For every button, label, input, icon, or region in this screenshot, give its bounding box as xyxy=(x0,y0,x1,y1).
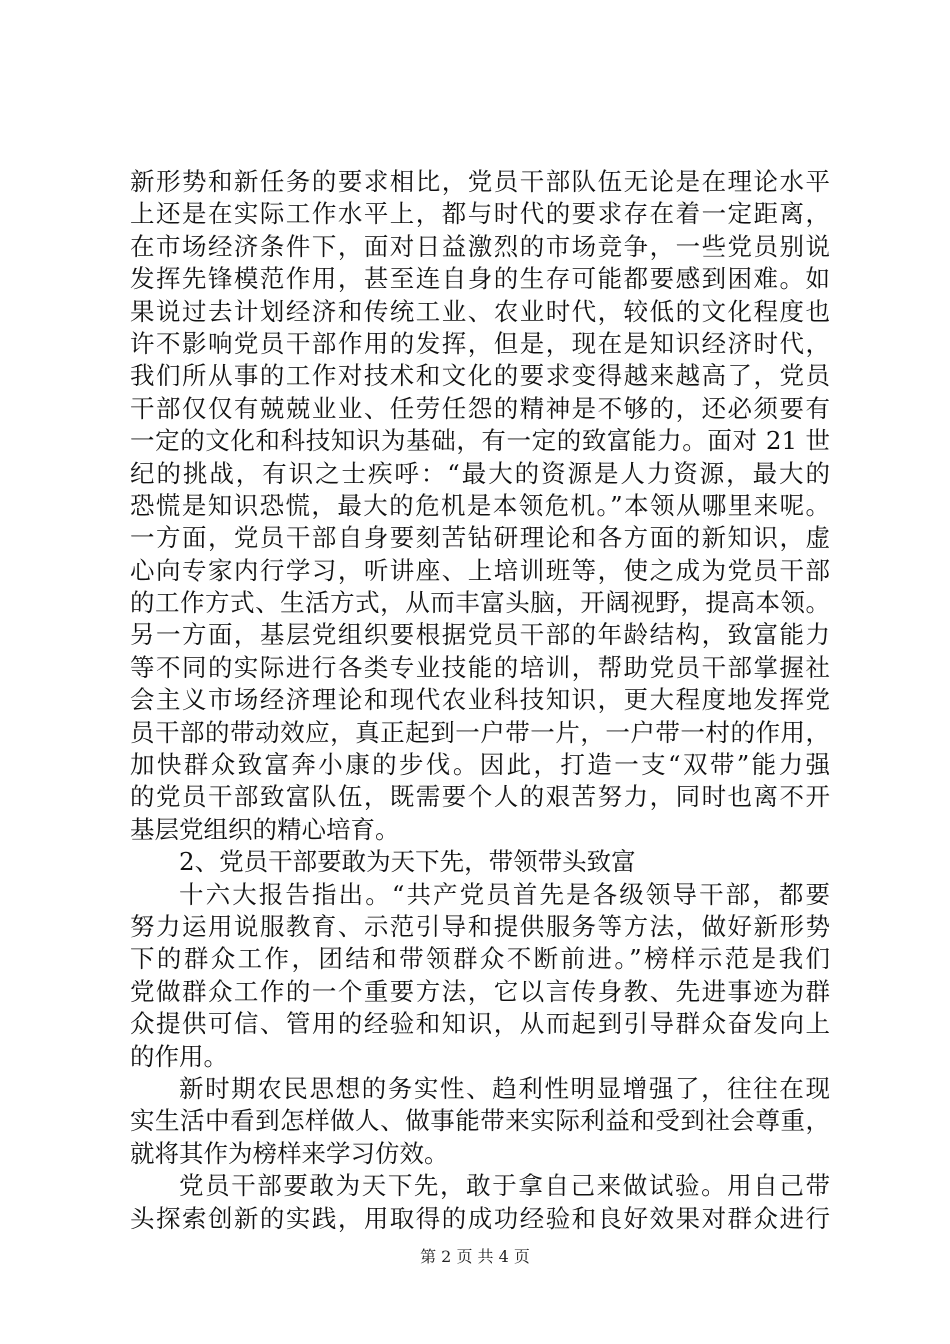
text-line: 十六大报告指出。“共产党员首先是各级领导干部，都要 xyxy=(179,879,830,909)
text-line: 等不同的实际进行各类专业技能的培训，帮助党员干部掌握社 xyxy=(130,652,830,682)
text-line: 的工作方式、生活方式，从而丰富头脑，开阔视野，提高本领。 xyxy=(130,588,830,618)
text-line: 纪的挑战，有识之士疾呼：“最大的资源是人力资源，最大的 xyxy=(130,458,830,488)
text-line: 的党员干部致富队伍，既需要个人的艰苦努力，同时也离不开 xyxy=(130,782,830,812)
text-line: 上还是在实际工作水平上，都与时代的要求存在着一定距离， xyxy=(130,199,830,229)
text-line: 在市场经济条件下，面对日益激烈的市场竞争，一些党员别说 xyxy=(130,231,830,261)
text-line: 的作用。 xyxy=(130,1041,228,1071)
text-line: 许不影响党员干部作用的发挥，但是，现在是知识经济时代， xyxy=(130,328,830,358)
text-line: 实生活中看到怎样做人、做事能带来实际利益和受到社会尊重， xyxy=(130,1106,830,1136)
text-line: 新形势和新任务的要求相比，党员干部队伍无论是在理论水平 xyxy=(130,167,830,196)
text-line: 果说过去计划经济和传统工业、农业时代，较低的文化程度也 xyxy=(130,296,830,326)
text-line: 干部仅仅有兢兢业业、任劳任怨的精神是不够的，还必须要有 xyxy=(130,393,830,423)
text-line: 党员干部要敢为天下先，敢于拿自己来做试验。用自己带 xyxy=(179,1171,830,1201)
text-line: 心向专家内行学习，听讲座、上培训班等，使之成为党员干部 xyxy=(130,555,830,585)
text-line: 努力运用说服教育、示范引导和提供服务等方法，做好新形势 xyxy=(130,911,830,941)
text-line: 发挥先锋模范作用，甚至连自身的生存可能都要感到困难。如 xyxy=(130,264,830,294)
text-line: 新时期农民思想的务实性、趋利性明显增强了，往往在现 xyxy=(179,1073,830,1103)
text-line: 另一方面，基层党组织要根据党员干部的年龄结构，致富能力 xyxy=(130,620,830,650)
page-footer: 第 2 页 共 4 页 xyxy=(420,1247,530,1266)
text-line: 一定的文化和科技知识为基础，有一定的致富能力。面对 21 世 xyxy=(130,426,830,456)
text-line: 员干部的带动效应，真正起到一户带一片，一户带一村的作用， xyxy=(130,717,830,747)
text-line: 加快群众致富奔小康的步伐。因此，打造一支“双带”能力强 xyxy=(130,750,830,780)
text-line: 2、党员干部要敢为天下先，带领带头致富 xyxy=(179,847,636,877)
document-body xyxy=(130,166,830,1235)
text-line: 党做群众工作的一个重要方法，它以言传身教、先进事迹为群 xyxy=(130,976,830,1006)
text-line: 我们所从事的工作对技术和文化的要求变得越来越高了，党员 xyxy=(130,361,830,391)
text-line: 一方面，党员干部自身要刻苦钻研理论和各方面的新知识，虚 xyxy=(130,523,830,553)
text-line: 众提供可信、管用的经验和知识，从而起到引导群众奋发向上 xyxy=(130,1009,830,1039)
text-line: 恐慌是知识恐慌，最大的危机是本领危机。”本领从哪里来呢。 xyxy=(130,490,830,520)
text-line: 会主义市场经济理论和现代农业科技知识，更大程度地发挥党 xyxy=(130,685,830,715)
text-line: 头探索创新的实践，用取得的成功经验和良好效果对群众进行 xyxy=(130,1203,830,1233)
text-line: 就将其作为榜样来学习仿效。 xyxy=(130,1138,449,1168)
text-line: 基层党组织的精心培育。 xyxy=(130,814,400,844)
text-line: 下的群众工作，团结和带领群众不断前进。”榜样示范是我们 xyxy=(130,944,830,974)
